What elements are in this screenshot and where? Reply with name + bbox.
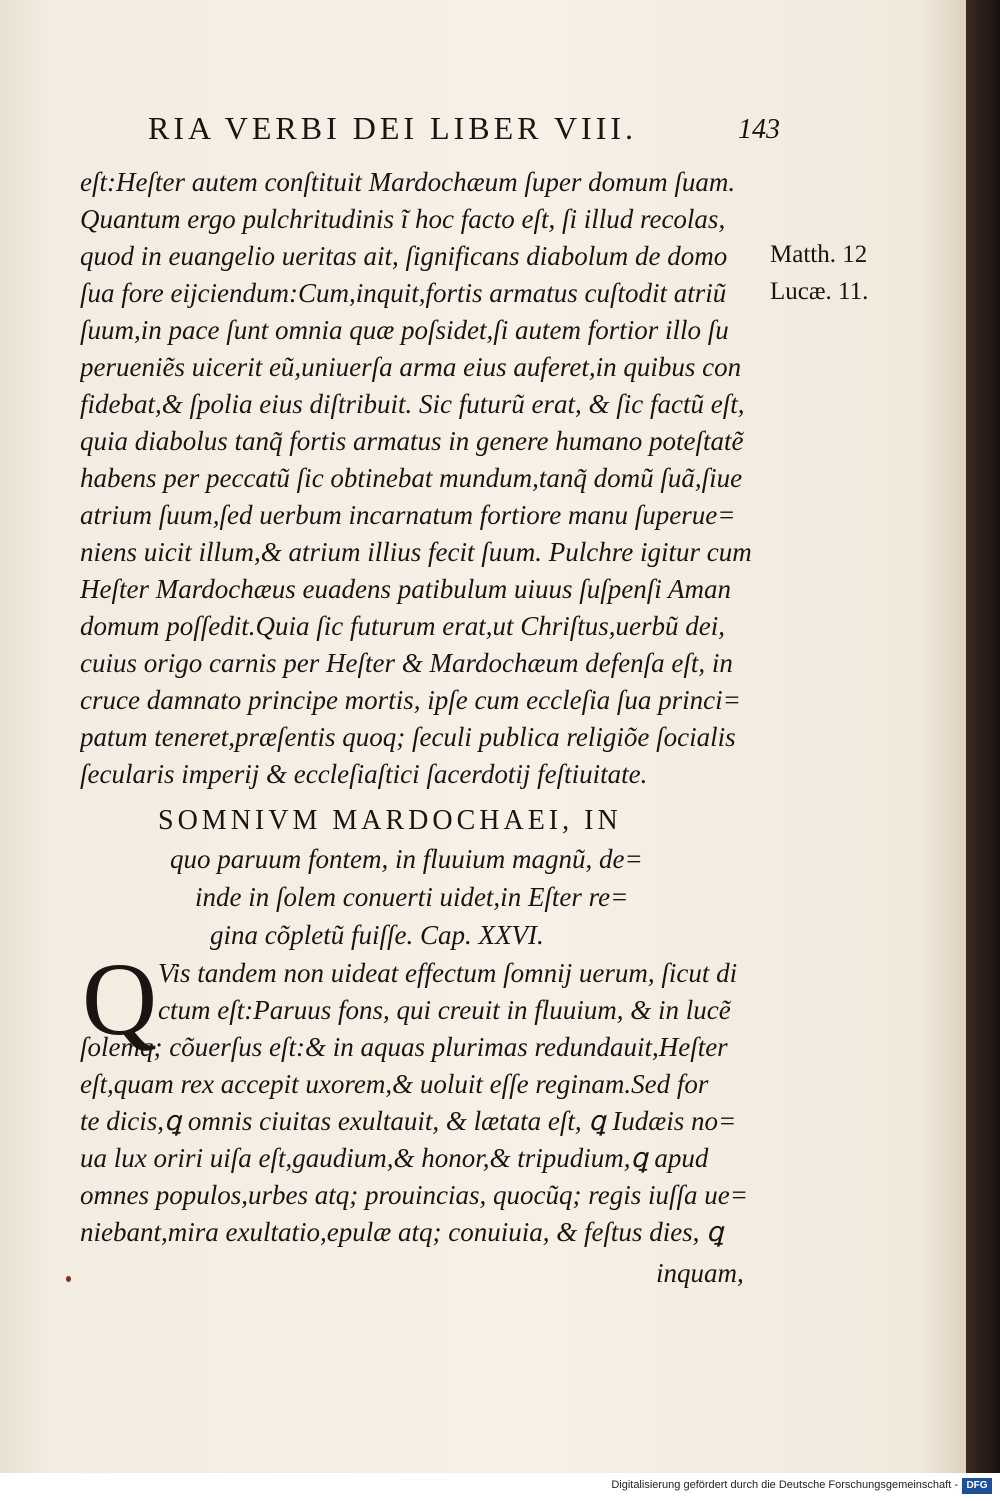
body-line: ſuum,in pace ſunt omnia quæ poſsidet,ſi autem fortior illo ſu [80,315,729,345]
running-head: RIA VERBI DEI LIBER VIII. [148,110,638,146]
margin-note-matth: Matth. 12 [770,241,868,268]
body-line: cuius origo carnis per Heſter & Mardochæum defenſa eſt, in [80,648,733,678]
body-line: atrium ſuum,ſed uerbum incarnatum fortiore manu ſuperue= [80,500,736,530]
chapter-line: Vis tandem non uideat effectum ſomnij uerum, ſicut di [158,958,738,988]
margin-note-luke: Lucæ. 11. [770,278,869,305]
dfg-logo: DFG [962,1478,992,1494]
book-edge [966,0,1000,1473]
body-line: niens uicit illum,& atrium illius fecit ſuum. Pulchre igitur cum [80,537,752,567]
body-line: Quantum ergo pulchritudinis ĩ hoc facto eſt, ſi illud recolas, [80,204,726,234]
body-line: patum teneret,præſentis quoq; ſeculi publica religiõe ſocialis [80,722,736,752]
footer-credit: Digitalisierung gefördert durch die Deutsche Forschungsgemeinschaft - [611,1479,958,1491]
body-line: Heſter Mardochæus euadens patibulum uiuus ſuſpenſi Aman [80,574,731,604]
body-line: ſua fore eijciendum:Cum,inquit,fortis armatus cuſtodit atriũ [80,278,727,308]
body-line: fidebat,& ſpolia eius diſtribuit. Sic futurũ erat, & ſic factũ eſt, [80,389,745,419]
chapter-line: ſolemq; cõuerſus eſt:& in aquas plurimas redundauit,Heſter [80,1032,728,1062]
body-line: quod in euangelio ueritas ait, ſignificans diabolum de domo [80,241,728,271]
drop-cap: Q [82,942,158,1057]
chapter-heading: SOMNIVM MARDOCHAEI, IN [158,805,622,836]
body-line: cruce damnato principe mortis, ipſe cum eccleſia ſua princi= [80,685,741,715]
chapter-line: ctum eſt:Paruus fons, qui creuit in fluuium, & in lucẽ [158,995,731,1025]
body-line: domum poſſedit.Quia ſic futurum erat,ut Chriſtus,uerbũ dei, [80,611,725,641]
body-line: perueniẽs uicerit eũ,uniuerſa arma eius auferet,in quibus con [80,352,742,382]
body-line: habens per peccatũ ſic obtinebat mundum,tanq̃ domũ ſuã,ſiue [80,463,743,493]
body-line: quia diabolus tanq̃ fortis armatus in genere humano poteſtatẽ [80,426,744,456]
chapter-heading-line: quo paruum fontem, in fluuium magnũ, de= [170,844,643,874]
catchword: inquam, [656,1258,744,1288]
body-line: ſecularis imperij & eccleſiaſtici ſacerdotij feſtiuitate. [80,759,648,789]
page-number: 143 [738,114,780,145]
chapter-heading-line: inde in ſolem conuerti uidet,in Eſter re= [195,882,629,912]
chapter-line: niebant,mira exultatio,epulæ atq; conuiuia, & feſtus dies, ꝗ [80,1217,724,1247]
chapter-line: omnes populos,urbes atq; prouincias, quocũq; regis iuſſa ue= [80,1180,748,1210]
chapter-line: eſt,quam rex accepit uxorem,& uoluit eſſe reginam.Sed for [80,1069,709,1099]
body-line: eſt:Heſter autem conſtituit Mardochæum ſuper domum ſuam. [80,167,736,197]
chapter-line: te dicis,ꝗ omnis ciuitas exultauit, & lætata eſt, ꝗ Iudæis no= [80,1106,737,1136]
ink-spot [66,1276,71,1282]
chapter-heading-line: gina cõpletũ fuiſſe. Cap. XXVI. [210,920,544,950]
chapter-line: ua lux oriri uiſa eſt,gaudium,& honor,& tripudium,ꝗ apud [80,1143,709,1173]
